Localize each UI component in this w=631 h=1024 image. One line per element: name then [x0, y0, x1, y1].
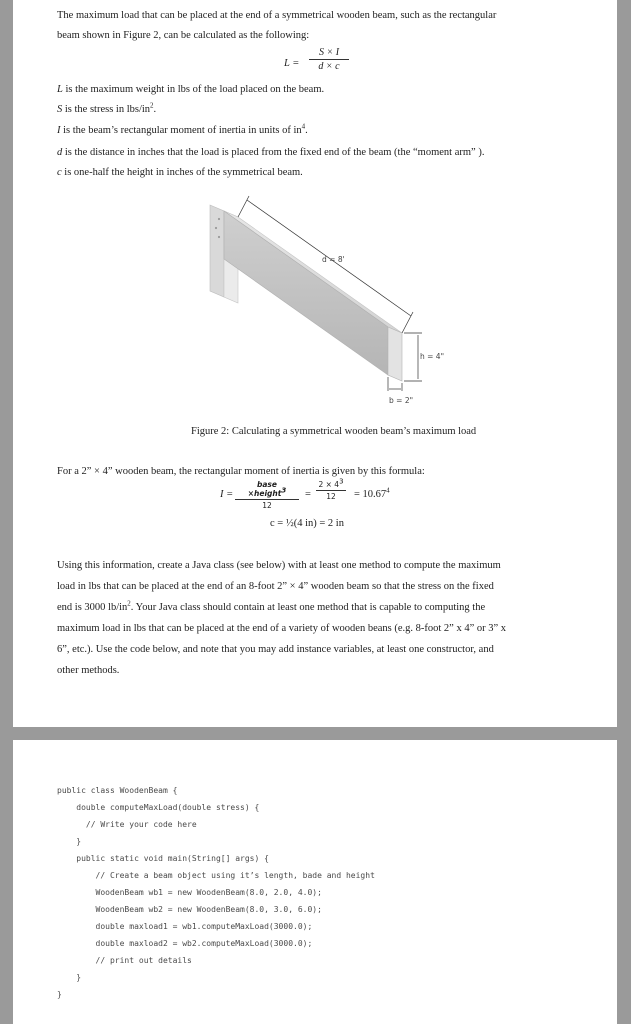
- length-label: d = 8': [322, 255, 345, 264]
- task-line-1: Using this information, create a Java class (see below) with at least one method to compute the maximum: [57, 560, 501, 571]
- height-label: h = 4": [420, 352, 445, 361]
- problem-statement-card: The maximum load that can be placed at the end of a symmetrical wooden beam, such as the rectangular beam shown in Figure 2, can be calculated as the following: L = S × I d × c L is the maximum weight in lbs of the load placed on the beam. S is the stress in lbs/$in^2$. I is the beam’s rectangular moment of inertia in units of $in^4$. d is the distance in inches that the load is placed from the fixed end of the beam (the “moment arm” ). c is one-half the height in inches of the symmetrical beam. d = 8' h = 4" b = 2" Figure 2: Calculating a symmetrical wooden beam’s maximum load For a 2” × 4” wooden beam, the rectangular moment of inertia is given by this formula: I = base ×height$^3$ 12 = $2 \times 4^3$ 12 = $10.67^4$ c = ½(4 in) = 2 in Using this information, create a Java class (see below) with at least one method to compute the maximum load in lbs that can be placed at the end of an 8-foot 2” × 4” wooden beam so that the stress on the fixed end is 3000 $lb/in^2$. Your Java class should contain at least one method that is capable to computing the maximum load in lbs that can be placed at the end of a variety of wooden beans (e.g. 8-foot 2” x 4” or 3” x 6”, etc.). Use the code below, and note that you may add instance variables, at least one constructor, and other methods.: [13, 0, 617, 727]
- code-line: // print out details: [57, 956, 192, 965]
- task-line-5: 6”, etc.). Use the code below, and note that you may add instance variables, at least one constructor, and: [57, 644, 494, 655]
- definition-S: S is the stress in lbs/$in^2$.: [57, 101, 157, 115]
- code-line: public static void main(String[] args) {: [57, 854, 269, 863]
- intro-line-2: beam shown in Figure 2, can be calculated as the following:: [57, 30, 310, 41]
- definition-L: L is the maximum weight in lbs of the load placed on the beam.: [57, 84, 325, 95]
- code-line: double maxload2 = wb2.computeMaxLoad(3000.0);: [57, 939, 313, 948]
- formula-lhs: L =: [284, 58, 300, 69]
- code-line: }: [57, 973, 82, 982]
- code-block: [57, 782, 375, 1003]
- base-label: b = 2": [389, 396, 414, 405]
- code-line: double maxload1 = wb1.computeMaxLoad(3000.0);: [57, 922, 313, 931]
- definition-d: d is the distance in inches that the load is placed from the fixed end of the beam (the “moment arm” ).: [57, 147, 485, 158]
- definition-I: I is the beam’s rectangular moment of inertia in units of $in^4$.: [57, 122, 308, 136]
- code-line: }: [57, 837, 82, 846]
- inertia-fraction-2: $2 \times 4^3$ 12: [316, 480, 346, 501]
- task-line-2: load in lbs that can be placed at the end of an 8-foot 2” × 4” wooden beam so that the stress on the fixed: [57, 581, 494, 592]
- code-line: double computeMaxLoad(double stress) {: [57, 803, 260, 812]
- code-line: }: [57, 990, 62, 999]
- inertia-lhs: I =: [220, 489, 234, 500]
- code-line: WoodenBeam wb1 = new WoodenBeam(8.0, 2.0, 4.0);: [57, 888, 322, 897]
- beam-body: [224, 211, 402, 381]
- code-line: // Create a beam object using it’s length, bade and height: [57, 871, 375, 880]
- figure-caption: Figure 2: Calculating a symmetrical wooden beam’s maximum load: [191, 426, 477, 437]
- code-line: WoodenBeam wb2 = new WoodenBeam(8.0, 3.0, 6.0);: [57, 905, 322, 914]
- task-line-6: other methods.: [57, 665, 120, 676]
- inertia-intro: For a 2” × 4” wooden beam, the rectangular moment of inertia is given by this formula:: [57, 466, 425, 477]
- definition-c: c is one-half the height in inches of the symmetrical beam.: [57, 167, 303, 178]
- formula-fraction: [309, 47, 349, 72]
- task-line-3: end is 3000 $lb/in^2$. Your Java class should contain at least one method that is capable to computing the: [57, 599, 486, 613]
- inertia-fraction-1: base ×height$^3$ 12: [235, 480, 299, 510]
- code-line: public class WoodenBeam {: [57, 786, 178, 795]
- wooden-beam-figure: [196, 185, 446, 415]
- code-card: [13, 740, 617, 1024]
- c-value: c = ½(4 in) = 2 in: [270, 518, 344, 529]
- formula-denominator: d × c: [318, 61, 340, 72]
- inertia-result: = $10.67^4$: [354, 486, 390, 500]
- task-line-4: maximum load in lbs that can be placed at the end of a variety of wooden beans (e.g. 8-foot 2” x 4” or 3” x: [57, 623, 507, 634]
- code-line: // Write your code here: [57, 820, 197, 829]
- intro-line-1: The maximum load that can be placed at the end of a symmetrical wooden beam, such as the rectangular: [57, 10, 497, 21]
- formula-numerator: S × I: [318, 47, 340, 58]
